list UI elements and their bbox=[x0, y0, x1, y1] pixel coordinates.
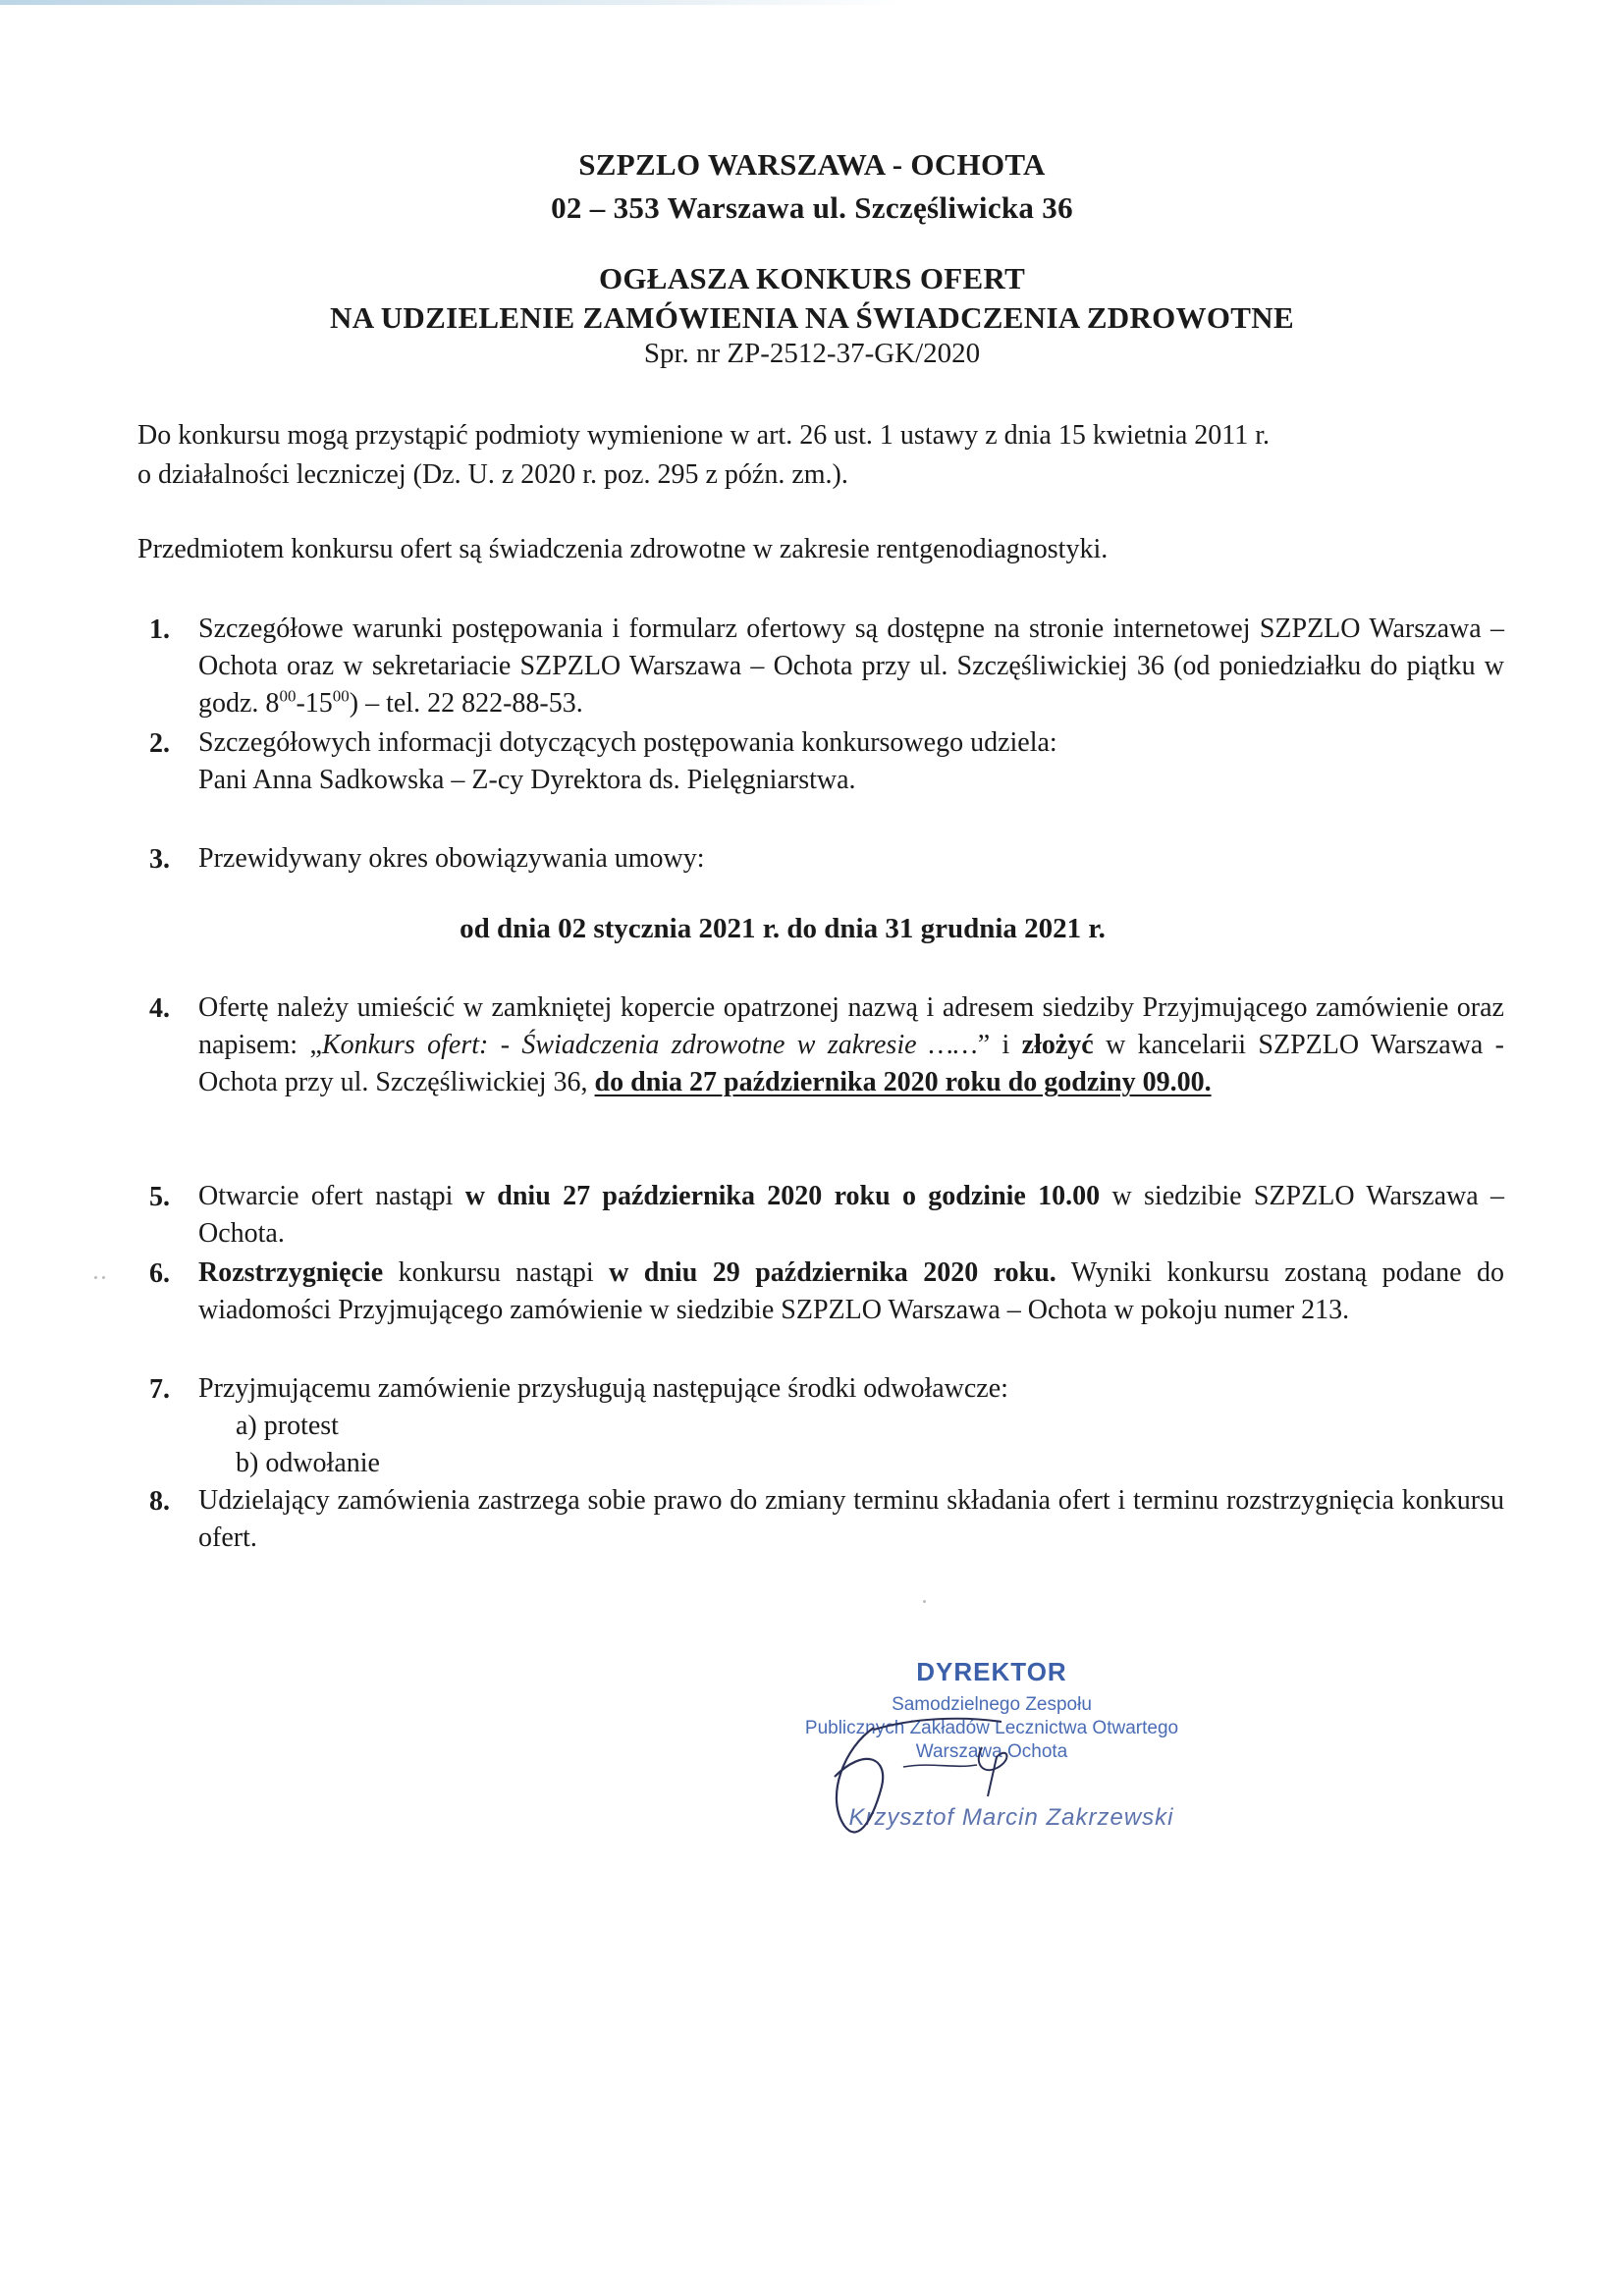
stamp-line3: Warszawa Ochota bbox=[915, 1741, 1068, 1762]
case-number: Spr. nr ZP-2512-37-GK/2020 bbox=[643, 338, 981, 369]
stamp-line2: Publicznych Zakładów Lecznictwa Otwartego bbox=[804, 1718, 1179, 1738]
item-5-text bbox=[198, 1178, 1504, 1253]
announce-title-line2: NA UDZIELENIE ZAMÓWIENIA NA ŚWIADCZENIA ZDROWOTNE bbox=[330, 300, 1294, 335]
item-number: 5. bbox=[149, 1182, 170, 1212]
item-number: 6. bbox=[149, 1258, 170, 1289]
scan-speck bbox=[102, 1276, 105, 1279]
contract-period: od dnia 02 stycznia 2021 r. do dnia 31 grudnia 2021 r. bbox=[460, 913, 1106, 944]
subject-line: Przedmiotem konkursu ofert są świadczenia zdrowotne w zakresie rentgenodiagnostyki. bbox=[137, 534, 1109, 564]
remedy-protest: a) protest bbox=[236, 1411, 339, 1441]
item-number: 8. bbox=[149, 1486, 170, 1517]
item-4-text bbox=[198, 989, 1504, 1101]
item-1-text-b: -15 bbox=[296, 688, 333, 719]
item-6-text-b: Wyniki konkursu zostaną podane do wiadomości Przyjmującego zamówienie w siedzibie SZPZLO Warszawa – Ochota w pokoju numer 213. bbox=[198, 1257, 1505, 1325]
opening-date: w dniu 27 października 2020 roku o godzinie 10.00 bbox=[464, 1181, 1101, 1211]
item-4-text-c: w kancelarii SZPZLO Warszawa - Ochota przy ul. Szczęśliwickiej 36, bbox=[198, 1030, 1504, 1097]
item-4-text-b: ” i bbox=[977, 1030, 1022, 1060]
item-5-text-a: Otwarcie ofert nastąpi bbox=[198, 1181, 465, 1211]
item-8-text: Udzielający zamówienia zastrzega sobie prawo do zmiany terminu składania ofert i terminu rozstrzygnięcia konkursu ofert. bbox=[198, 1485, 1504, 1553]
eligibility-line1: Do konkursu mogą przystąpić podmioty wymienione w art. 26 ust. 1 ustawy z dnia 15 kwietnia 2011 r. bbox=[137, 420, 1271, 451]
stamp-name: Krzysztof Marcin Zakrzewski bbox=[848, 1804, 1174, 1831]
item-4-bold: złożyć bbox=[1021, 1030, 1094, 1060]
item-1-text-c: ) – tel. 22 822-88-53. bbox=[349, 688, 583, 719]
item-4-text-a: Ofertę należy umieścić w zamkniętej kopercie opatrzonej nazwą i adresem siedziby Przyjmującego zamówienie oraz napisem: „ bbox=[198, 992, 1504, 1060]
resolution-date: w dniu 29 października 2020 roku. bbox=[609, 1257, 1056, 1288]
submission-deadline: do dnia 27 października 2020 roku do godziny 09.00. bbox=[594, 1067, 1212, 1097]
item-2-line2: Pani Anna Sadkowska – Z-cy Dyrektora ds. Pielęgniarstwa. bbox=[198, 765, 856, 795]
item-5-text-b: w siedzibie SZPZLO Warszawa – Ochota. bbox=[198, 1181, 1504, 1249]
item-2-line1: Szczegółowych informacji dotyczących postępowania konkursowego udziela: bbox=[198, 727, 1057, 758]
item-number: 1. bbox=[149, 614, 170, 645]
eligibility-line2: o działalności leczniczej (Dz. U. z 2020 r. poz. 295 z późn. zm.). bbox=[137, 459, 848, 490]
item-1-hour-sup: 00 bbox=[279, 686, 297, 706]
announce-title-line1: OGŁASZA KONKURS OFERT bbox=[598, 261, 1026, 295]
item-number: 7. bbox=[149, 1374, 170, 1405]
item-number: 3. bbox=[149, 844, 170, 875]
item-1-hour-sup: 00 bbox=[332, 686, 350, 706]
item-1-text bbox=[198, 611, 1504, 722]
handwritten-signature bbox=[805, 1708, 1119, 1855]
item-number: 4. bbox=[149, 993, 170, 1024]
item-6-bold-a: Rozstrzygnięcie bbox=[198, 1257, 384, 1288]
scan-speck bbox=[94, 1276, 97, 1279]
item-4-envelope-label: Konkurs ofert: - Świadczenia zdrowotne w zakresie …… bbox=[321, 1030, 978, 1060]
item-6-text-a: konkursu nastąpi bbox=[383, 1257, 610, 1288]
item-3-text: Przewidywany okres obowiązywania umowy: bbox=[198, 843, 705, 874]
stamp-line1: Samodzielnego Zespołu bbox=[892, 1694, 1092, 1715]
item-7-text: Przyjmującemu zamówienie przysługują następujące środki odwoławcze: bbox=[198, 1373, 1008, 1404]
org-name: SZPZLO WARSZAWA - OCHOTA bbox=[578, 147, 1046, 182]
item-number: 2. bbox=[149, 728, 170, 759]
stamp-title: DYREKTOR bbox=[916, 1657, 1067, 1686]
remedy-appeal: b) odwołanie bbox=[236, 1448, 380, 1478]
scan-edge bbox=[0, 0, 903, 5]
item-6-text bbox=[198, 1255, 1504, 1329]
scan-speck bbox=[923, 1600, 926, 1603]
org-address: 02 – 353 Warszawa ul. Szczęśliwicka 36 bbox=[551, 190, 1073, 225]
item-1-text-a: Szczegółowe warunki postępowania i formularz ofertowy są dostępne na stronie internetowej SZPZLO Warszawa – Ochota oraz w sekretariacie SZPZLO Warszawa – Ochota przy ul. Szczęśliwickiej 36 (od poniedziałku do piątku w godz. 8 bbox=[198, 614, 1504, 719]
